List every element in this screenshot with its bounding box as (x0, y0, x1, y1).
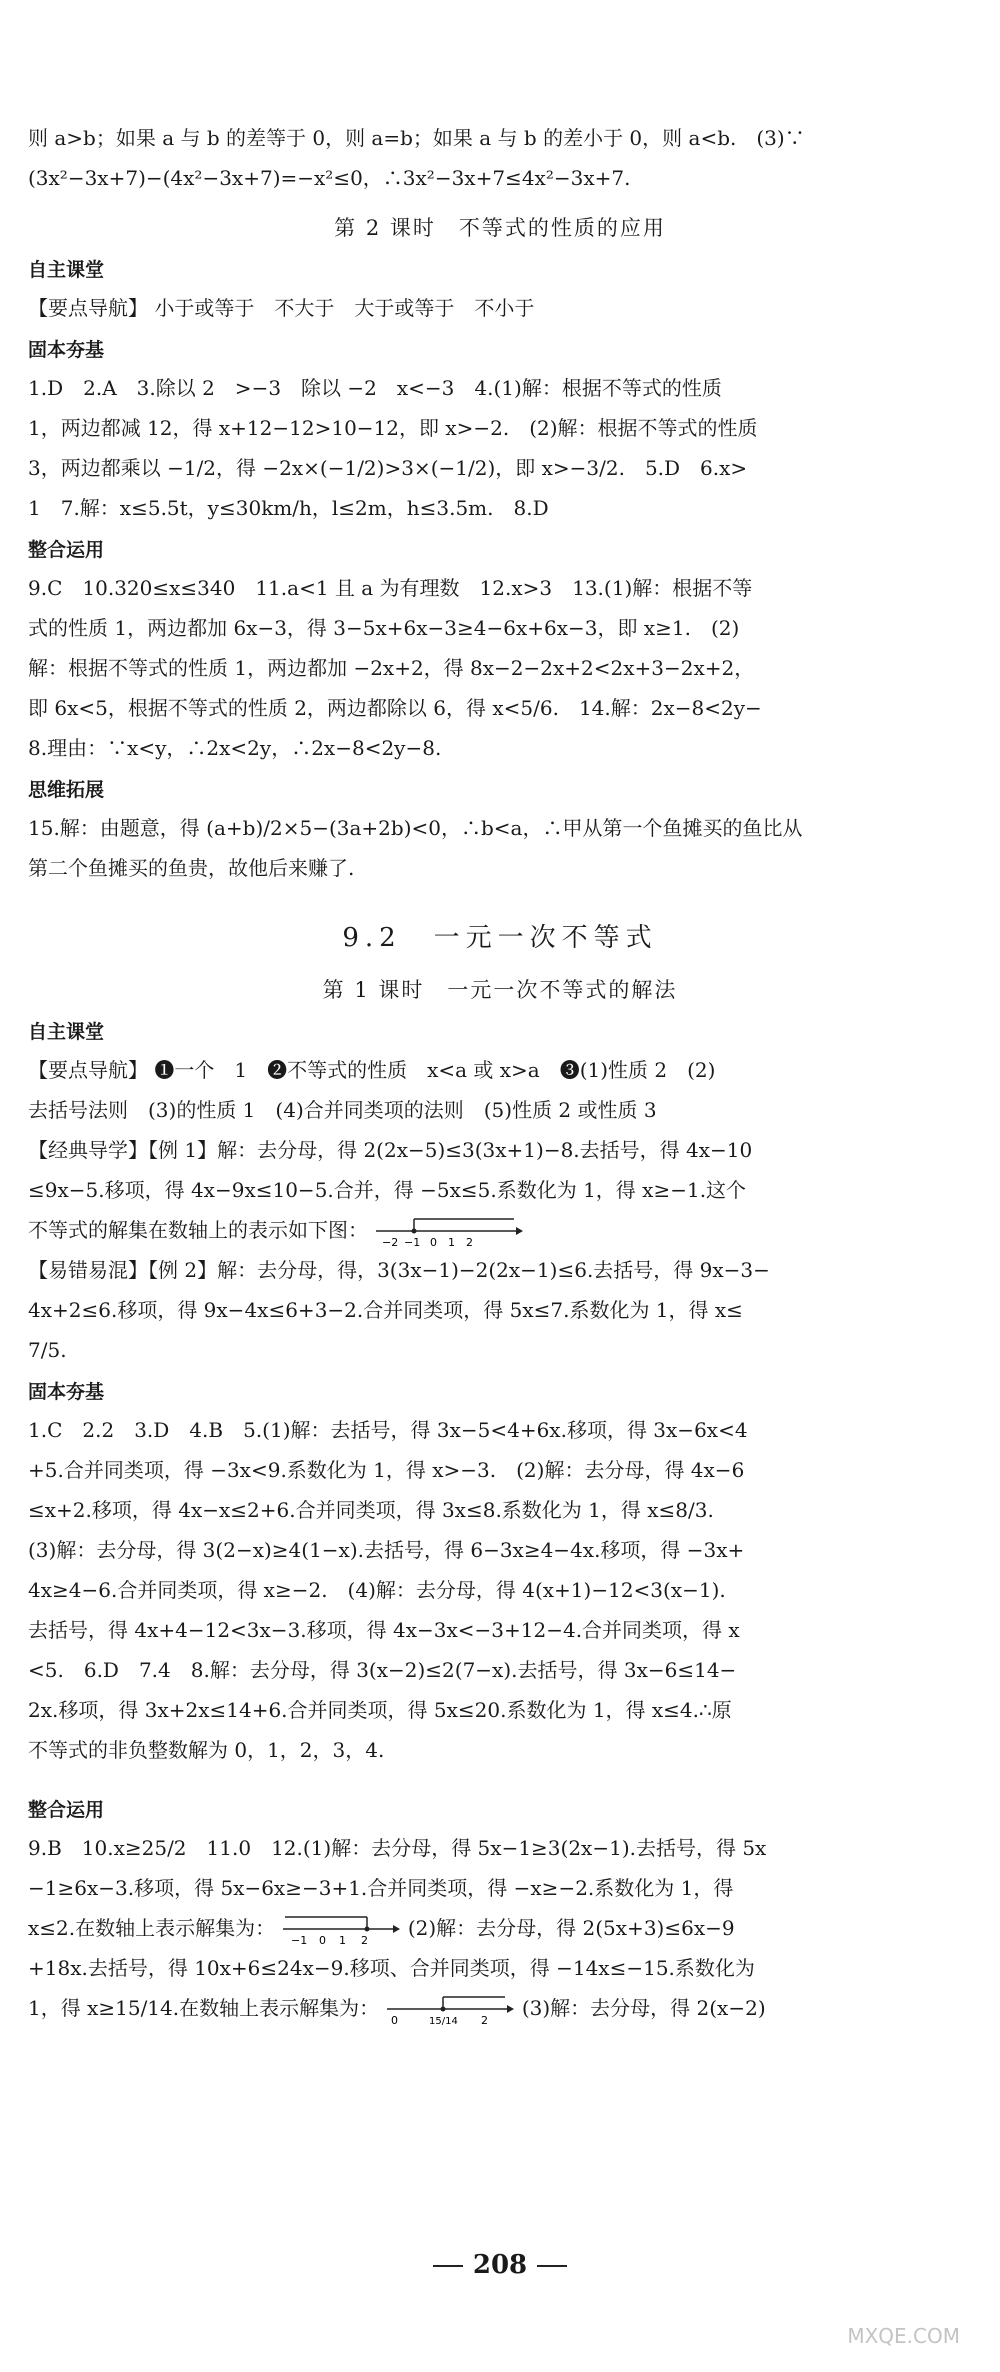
text-line: <5. 6.D 7.4 8.解：去分母，得 3(x−2)≤2(7−x).去括号，得 3x−6≤14− (28, 1658, 737, 1682)
text-line: 【易错易混】【例 2】解：去分母，得，3(3x−1)−2(2x−1)≤6.去括号，得 9x−3− (28, 1258, 770, 1282)
section-heading: 自主课堂 (28, 259, 105, 281)
tick-label: 0 (430, 1235, 438, 1249)
section-heading: 整合运用 (28, 539, 105, 561)
page-number: 208 (472, 2250, 528, 2280)
text-line: 去括号，得 4x+4−12<3x−3.移项，得 4x−3x<−3+12−4.合并同类项，得 x (28, 1618, 740, 1642)
lesson-title: 第 1 课时 一元一次不等式的解法 (322, 978, 678, 1002)
text-line: 即 6x<5，根据不等式的性质 2，两边都除以 6，得 x<5/6. 14.解：2x−8<2y− (28, 696, 762, 720)
section-heading: 思维拓展 (28, 779, 105, 801)
tick-label: 2 (481, 2013, 489, 2027)
footer-dash-left (433, 2265, 463, 2267)
text-line: 不等式的非负整数解为 0，1，2，3，4. (28, 1738, 385, 1762)
text-line: (3)解：去分母，得 3(2−x)≥4(1−x).去括号，得 6−3x≥4−4x.移项，得 −3x+ (28, 1538, 745, 1562)
text-line: 则 a>b；如果 a 与 b 的差等于 0，则 a=b；如果 a 与 b 的差小于 0，则 a<b. (3)∵ (28, 126, 805, 150)
text-line: 式的性质 1，两边都加 6x−3，得 3−5x+6x−3≥4−6x+6x−3，即 x≥1. (2) (28, 616, 740, 640)
tick-label: 0 (391, 2013, 399, 2027)
text-fragment: (2)解：去分母，得 2(5x+3)≤6x−9 (407, 1916, 735, 1940)
number-line-diagram (374, 1215, 524, 1249)
section-heading: 固本夯基 (28, 339, 105, 361)
number-line-diagram (281, 1913, 401, 1947)
text-line: 第二个鱼摊买的鱼贵，故他后来赚了. (28, 856, 355, 880)
text-line: 去括号法则 (3)的性质 1 (4)合并同类项的法则 (5)性质 2 或性质 3 (28, 1098, 657, 1122)
text-line: 3，两边都乘以 −1/2，得 −2x×(−1/2)>3×(−1/2)，即 x>−3/2. 5.D 6.x> (28, 456, 748, 480)
text-line: ≤x+2.移项，得 4x−x≤2+6.合并同类项，得 3x≤8.系数化为 1，得 x≤8/3. (28, 1498, 714, 1522)
text-line: 9.B 10.x≥25/2 11.0 12.(1)解：去分母，得 5x−1≥3(2x−1).去括号，得 5x (28, 1836, 767, 1860)
text-line: 4x+2≤6.移项，得 9x−4x≤6+3−2.合并同类项，得 5x≤7.系数化为 1，得 x≤ (28, 1298, 743, 1322)
footer-dash-right (537, 2265, 567, 2267)
text-fragment: (3)解：去分母，得 2(x−2) (521, 1996, 766, 2020)
text-line: 2x.移项，得 3x+2x≤14+6.合并同类项，得 5x≤20.系数化为 1，得 x≤4.∴原 (28, 1698, 732, 1722)
tick-label: 0 (319, 1933, 327, 1947)
tick-label: −2 (382, 1235, 399, 1249)
lesson-title: 第 2 课时 不等式的性质的应用 (334, 216, 666, 240)
tick-label: −1 (291, 1933, 308, 1947)
text-line (28, 1988, 972, 2028)
text-line: 1 7.解：x≤5.5t，y≤30km/h，l≤2m，h≤3.5m. 8.D (28, 496, 549, 520)
text-line: 1.D 2.A 3.除以 2 >−3 除以 −2 x<−3 4.(1)解：根据不等式的性质 (28, 376, 722, 400)
text-fragment: 不等式的解集在数轴上的表示如下图： (28, 1218, 368, 1242)
text-line: 7/5. (28, 1338, 67, 1362)
tick-label: 2 (466, 1235, 474, 1249)
chapter-title: 9.2 一元一次不等式 (342, 923, 658, 953)
text-line: 【要点导航】 ❶一个 1 ❷不等式的性质 x<a 或 x>a ❸(1)性质 2 (2) (28, 1058, 716, 1082)
text-line: 1.C 2.2 3.D 4.B 5.(1)解：去括号，得 3x−5<4+6x.移项，得 3x−6x<4 (28, 1418, 748, 1442)
text-line (28, 1908, 972, 1948)
tick-label: 1 (448, 1235, 456, 1249)
section-heading: 固本夯基 (28, 1381, 105, 1403)
text-line: 【经典导学】【例 1】解：去分母，得 2(2x−5)≤3(3x+1)−8.去括号，得 4x−10 (28, 1138, 753, 1162)
text-line (28, 1210, 972, 1250)
section-heading: 整合运用 (28, 1799, 105, 1821)
tick-label: −1 (404, 1235, 421, 1249)
section-heading: 自主课堂 (28, 1021, 105, 1043)
number-line-diagram (385, 1993, 515, 2027)
text-line: 【要点导航】 小于或等于 不大于 大于或等于 不小于 (28, 296, 535, 320)
text-line: 4x≥4−6.合并同类项，得 x≥−2. (4)解：去分母，得 4(x+1)−12<3(x−1). (28, 1578, 726, 1602)
text-fragment: x≤2.在数轴上表示解集为： (28, 1916, 276, 1940)
tick-label: 15/14 (429, 2015, 459, 2027)
text-line: (3x²−3x+7)−(4x²−3x+7)=−x²≤0，∴3x²−3x+7≤4x²−3x+7. (28, 166, 631, 190)
text-line: 9.C 10.320≤x≤340 11.a<1 且 a 为有理数 12.x>3 13.(1)解：根据不等 (28, 576, 753, 600)
text-line: 15.解：由题意，得 (a+b)/2×5−(3a+2b)<0，∴b<a，∴甲从第一个鱼摊买的鱼比从 (28, 816, 803, 840)
tick-label: 2 (361, 1933, 369, 1947)
text-line: +5.合并同类项，得 −3x<9.系数化为 1，得 x>−3. (2)解：去分母，得 4x−6 (28, 1458, 745, 1482)
page-footer (0, 2250, 1000, 2280)
text-line: +18x.去括号，得 10x+6≤24x−9.移项、合并同类项，得 −14x≤−15.系数化为 (28, 1956, 755, 1980)
text-line: 1，两边都减 12，得 x+12−12>10−12，即 x>−2. (2)解：根据不等式的性质 (28, 416, 758, 440)
answer-page (28, 118, 972, 2028)
text-line: ≤9x−5.移项，得 4x−9x≤10−5.合并，得 −5x≤5.系数化为 1，得 x≥−1.这个 (28, 1178, 747, 1202)
text-line: −1≥6x−3.移项，得 5x−6x≥−3+1.合并同类项，得 −x≥−2.系数化为 1，得 (28, 1876, 734, 1900)
text-line: 8.理由：∵x<y，∴2x<2y，∴2x−8<2y−8. (28, 736, 442, 760)
tick-label: 1 (339, 1933, 347, 1947)
text-fragment: 1，得 x≥15/14.在数轴上表示解集为： (28, 1996, 380, 2020)
text-line: 解：根据不等式的性质 1，两边都加 −2x+2，得 8x−2−2x+2<2x+3−2x+2， (28, 656, 755, 680)
watermark-logo: MXQE.COM (847, 2324, 960, 2348)
